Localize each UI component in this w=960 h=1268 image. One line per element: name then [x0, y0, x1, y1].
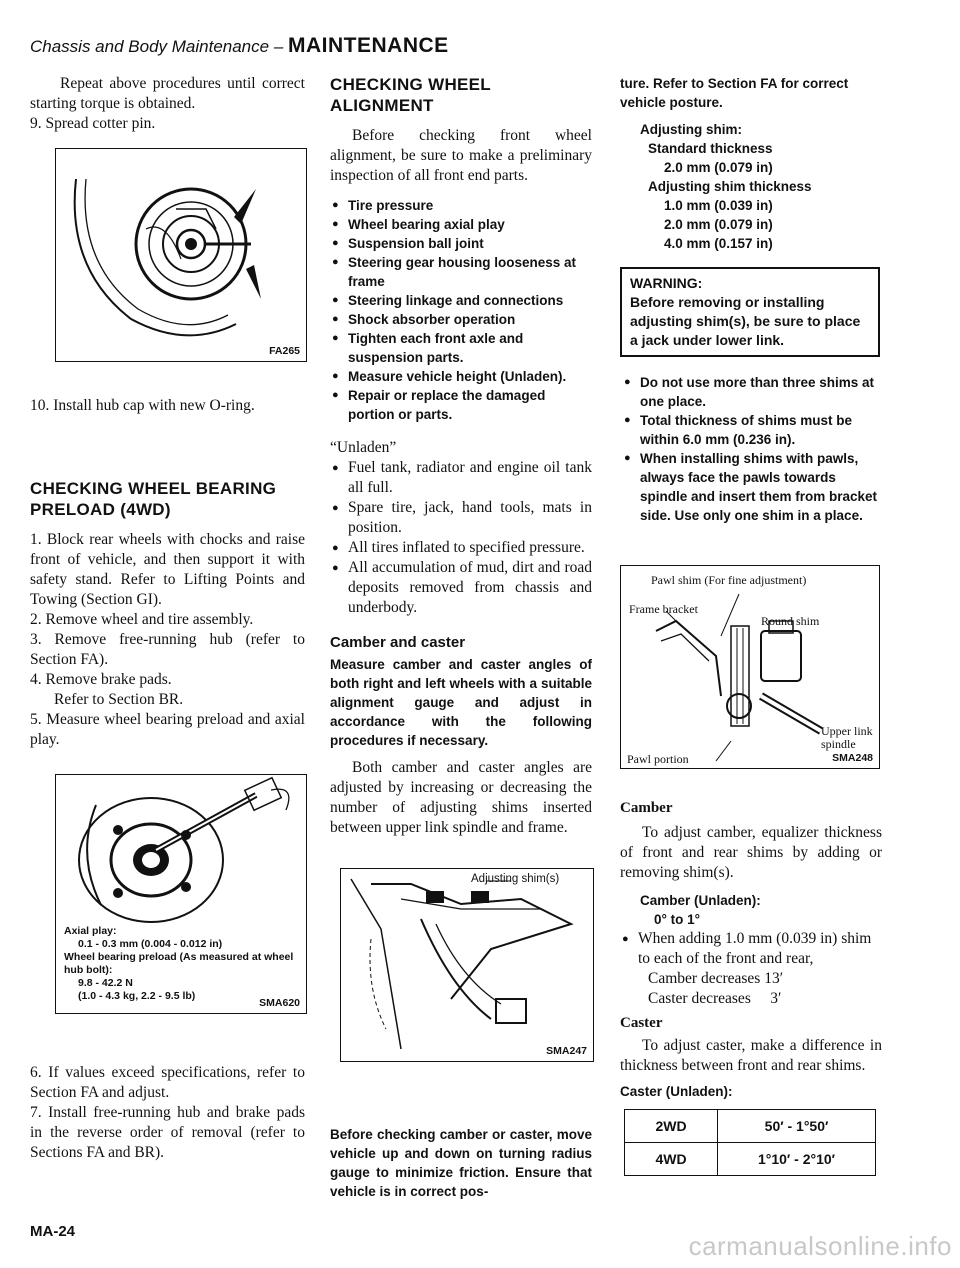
- list-item: ● Wheel bearing axial play: [330, 215, 592, 234]
- camber-spec-value: 0° to 1°: [654, 912, 701, 927]
- list-item: ● All tires inflated to specified pressure.: [330, 538, 592, 558]
- table-cell: 2WD: [625, 1110, 718, 1143]
- preload-value: 9.8 - 42.2 N: [78, 977, 133, 989]
- adj-thickness-value: 2.0 mm (0.079 in): [664, 217, 773, 232]
- intro-text: Repeat above procedures until correct starting torque is obtained.: [30, 75, 305, 112]
- list-item: ● Spare tire, jack, hand tools, mats in position.: [330, 498, 592, 538]
- adjusting-shim-label: Adjusting shim(s): [471, 873, 560, 885]
- caster-spec-label: Caster (Unladen):: [620, 1084, 733, 1099]
- preload-spec: [64, 925, 300, 1003]
- hub-illustration: [56, 149, 306, 361]
- adjusting-shim-spec: [620, 120, 882, 253]
- std-thickness-value: 2.0 mm (0.079 in): [664, 160, 773, 175]
- list-item: ● When installing shims with pawls, always face the pawls towards spindle and insert them from bracket side. Use only one shim in a place.: [622, 449, 882, 525]
- list-item: ● Shock absorber operation: [330, 310, 592, 329]
- table-row: [625, 1110, 876, 1143]
- warning-text: Before removing or installing adjusting shim(s), be sure to place a jack under lower link.: [630, 294, 861, 348]
- preload-step-5: 5. Measure wheel bearing preload and axial play.: [30, 711, 305, 748]
- adj-thickness-value: 1.0 mm (0.039 in): [664, 198, 773, 213]
- pawl-shim-label: Pawl shim (For fine adjustment): [651, 573, 807, 587]
- figure-hub-cap: [55, 148, 307, 362]
- shim-notes: [620, 373, 882, 525]
- preload-step-2: 2. Remove wheel and tire assembly.: [30, 611, 254, 628]
- figure-code: FA265: [269, 345, 300, 357]
- caster-title: Caster: [620, 1015, 663, 1031]
- camber-caution: Before checking camber or caster, move vehicle up and down on turning radius gauge to minimize friction. Ensure that vehicle is in correct pos-: [330, 1127, 592, 1199]
- posture-text: ture. Refer to Section FA for correct vehicle posture.: [620, 76, 849, 110]
- table-cell: 50′ - 1°50′: [718, 1110, 876, 1143]
- table-row: [625, 1143, 876, 1176]
- page-number: MA-24: [30, 1223, 76, 1240]
- column-3: [620, 74, 882, 525]
- preload-step-3: 3. Remove free-running hub (refer to Section FA).: [30, 631, 305, 668]
- caster-table: [624, 1109, 876, 1176]
- preload-step-1: 1. Block rear wheels with chocks and raise front of vehicle, and then support it with safety stand. Refer to Lifting Points and Towing (Section GI).: [30, 531, 305, 608]
- frame-bracket-label: Frame bracket: [629, 602, 698, 616]
- step-10: 10. Install hub cap with new O-ring.: [30, 397, 255, 414]
- preload-heading: CHECKING WHEEL BEARING PRELOAD (4WD): [30, 479, 277, 519]
- camber-caster-instruction: Measure camber and caster angles of both right and left wheels with a suitable alignment gauge and adjust in accordance with the following procedures if necessary.: [330, 657, 592, 748]
- figure-preload: [55, 774, 307, 1014]
- round-shim-label: Round shim: [761, 614, 820, 628]
- list-item: ● Total thickness of shims must be within 6.0 mm (0.236 in).: [622, 411, 882, 449]
- unladen-list: [330, 458, 592, 618]
- warning-title: WARNING:: [630, 275, 703, 291]
- preload-illustration: [56, 775, 306, 925]
- figure-code: SMA247: [546, 1045, 587, 1057]
- final-steps: [30, 1063, 305, 1163]
- table-cell: 4WD: [625, 1143, 718, 1176]
- warning-box: [620, 267, 880, 357]
- alignment-heading: CHECKING WHEEL ALIGNMENT: [330, 75, 491, 115]
- adding-shim-list: [620, 929, 882, 969]
- caster-text: To adjust caster, make a difference in thickness between front and rear shims.: [620, 1037, 882, 1074]
- pawl-portion-label: Pawl portion: [627, 752, 689, 766]
- header-title: MAINTENANCE: [288, 34, 449, 57]
- step-9: 9. Spread cotter pin.: [30, 115, 156, 132]
- list-item: ● Steering gear housing looseness at frame: [330, 253, 592, 291]
- spindle-label: spindle: [821, 737, 856, 751]
- upper-link-label: Upper link: [821, 724, 873, 738]
- list-item: ● Tighten each front axle and suspension parts.: [330, 329, 592, 367]
- figure-shim-types: [620, 565, 880, 769]
- camber-title: Camber: [620, 800, 673, 816]
- preload-value-2: (1.0 - 4.3 kg, 2.2 - 9.5 lb): [78, 990, 196, 1002]
- list-item: ● Steering linkage and connections: [330, 291, 592, 310]
- column-2: [330, 74, 592, 838]
- watermark: carmanualsonline.info: [688, 1231, 952, 1261]
- list-item: ● Tire pressure: [330, 196, 592, 215]
- std-thickness-label: Standard thickness: [648, 141, 773, 156]
- table-cell: 1°10′ - 2°10′: [718, 1143, 876, 1176]
- camber-section: [620, 800, 882, 1176]
- caster-decrease: Caster decreases 3′: [648, 990, 782, 1007]
- alignment-intro: Before checking front wheel alignment, be sure to make a preliminary inspection of all front end parts.: [330, 127, 592, 184]
- camber-spec-label: Camber (Unladen):: [640, 893, 761, 908]
- list-item: ● All accumulation of mud, dirt and road deposits removed from chassis and underbody.: [330, 558, 592, 618]
- adj-thickness-value: 4.0 mm (0.157 in): [664, 236, 773, 251]
- list-item: ● Do not use more than three shims at one place.: [622, 373, 882, 411]
- preload-label: Wheel bearing preload (As measured at wheel hub bolt):: [64, 951, 294, 976]
- camber-caster-heading: Camber and caster: [330, 634, 466, 651]
- preload-step-4-note: Refer to Section BR.: [54, 691, 184, 708]
- list-item: ● When adding 1.0 mm (0.039 in) shim to each of the front and rear,: [620, 929, 882, 969]
- header-dash: –: [269, 37, 288, 56]
- figure-code: SMA620: [259, 997, 300, 1009]
- figure-adjusting-shims: [340, 868, 594, 1062]
- list-item: ● Measure vehicle height (Unladen).: [330, 367, 592, 386]
- list-item: ● Suspension ball joint: [330, 234, 592, 253]
- list-item: ● Fuel tank, radiator and engine oil tank all full.: [330, 458, 592, 498]
- adj-shim-title: Adjusting shim:: [640, 122, 742, 137]
- camber-decrease: Camber decreases 13′: [648, 970, 784, 987]
- unladen-title: “Unladen”: [330, 439, 397, 456]
- inspection-list: [330, 196, 592, 424]
- page-header: [30, 34, 449, 58]
- adj-thickness-label: Adjusting shim thickness: [648, 179, 812, 194]
- axial-play-value: 0.1 - 0.3 mm (0.004 - 0.012 in): [78, 938, 223, 950]
- step-6: 6. If values exceed specifications, refer to Section FA and adjust.: [30, 1064, 305, 1101]
- shim-illustration: [341, 869, 593, 1061]
- preload-step-4: 4. Remove brake pads.: [30, 671, 172, 688]
- camber-caster-body: Both camber and caster angles are adjusted by increasing or decreasing the number of adjusting shims inserted between upper link spindle and frame.: [330, 759, 592, 836]
- camber-text: To adjust camber, equalizer thickness of front and rear shims by adding or removing shim(s).: [620, 824, 882, 881]
- step-7: 7. Install free-running hub and brake pads in the reverse order of removal (refer to Sections FA and BR).: [30, 1104, 305, 1161]
- figure-code: SMA248: [832, 752, 873, 764]
- axial-play-label: Axial play:: [64, 925, 117, 937]
- header-section: Chassis and Body Maintenance: [30, 37, 270, 56]
- column-1: [30, 74, 305, 134]
- preload-section: [30, 478, 305, 750]
- list-item: ● Repair or replace the damaged portion or parts.: [330, 386, 592, 424]
